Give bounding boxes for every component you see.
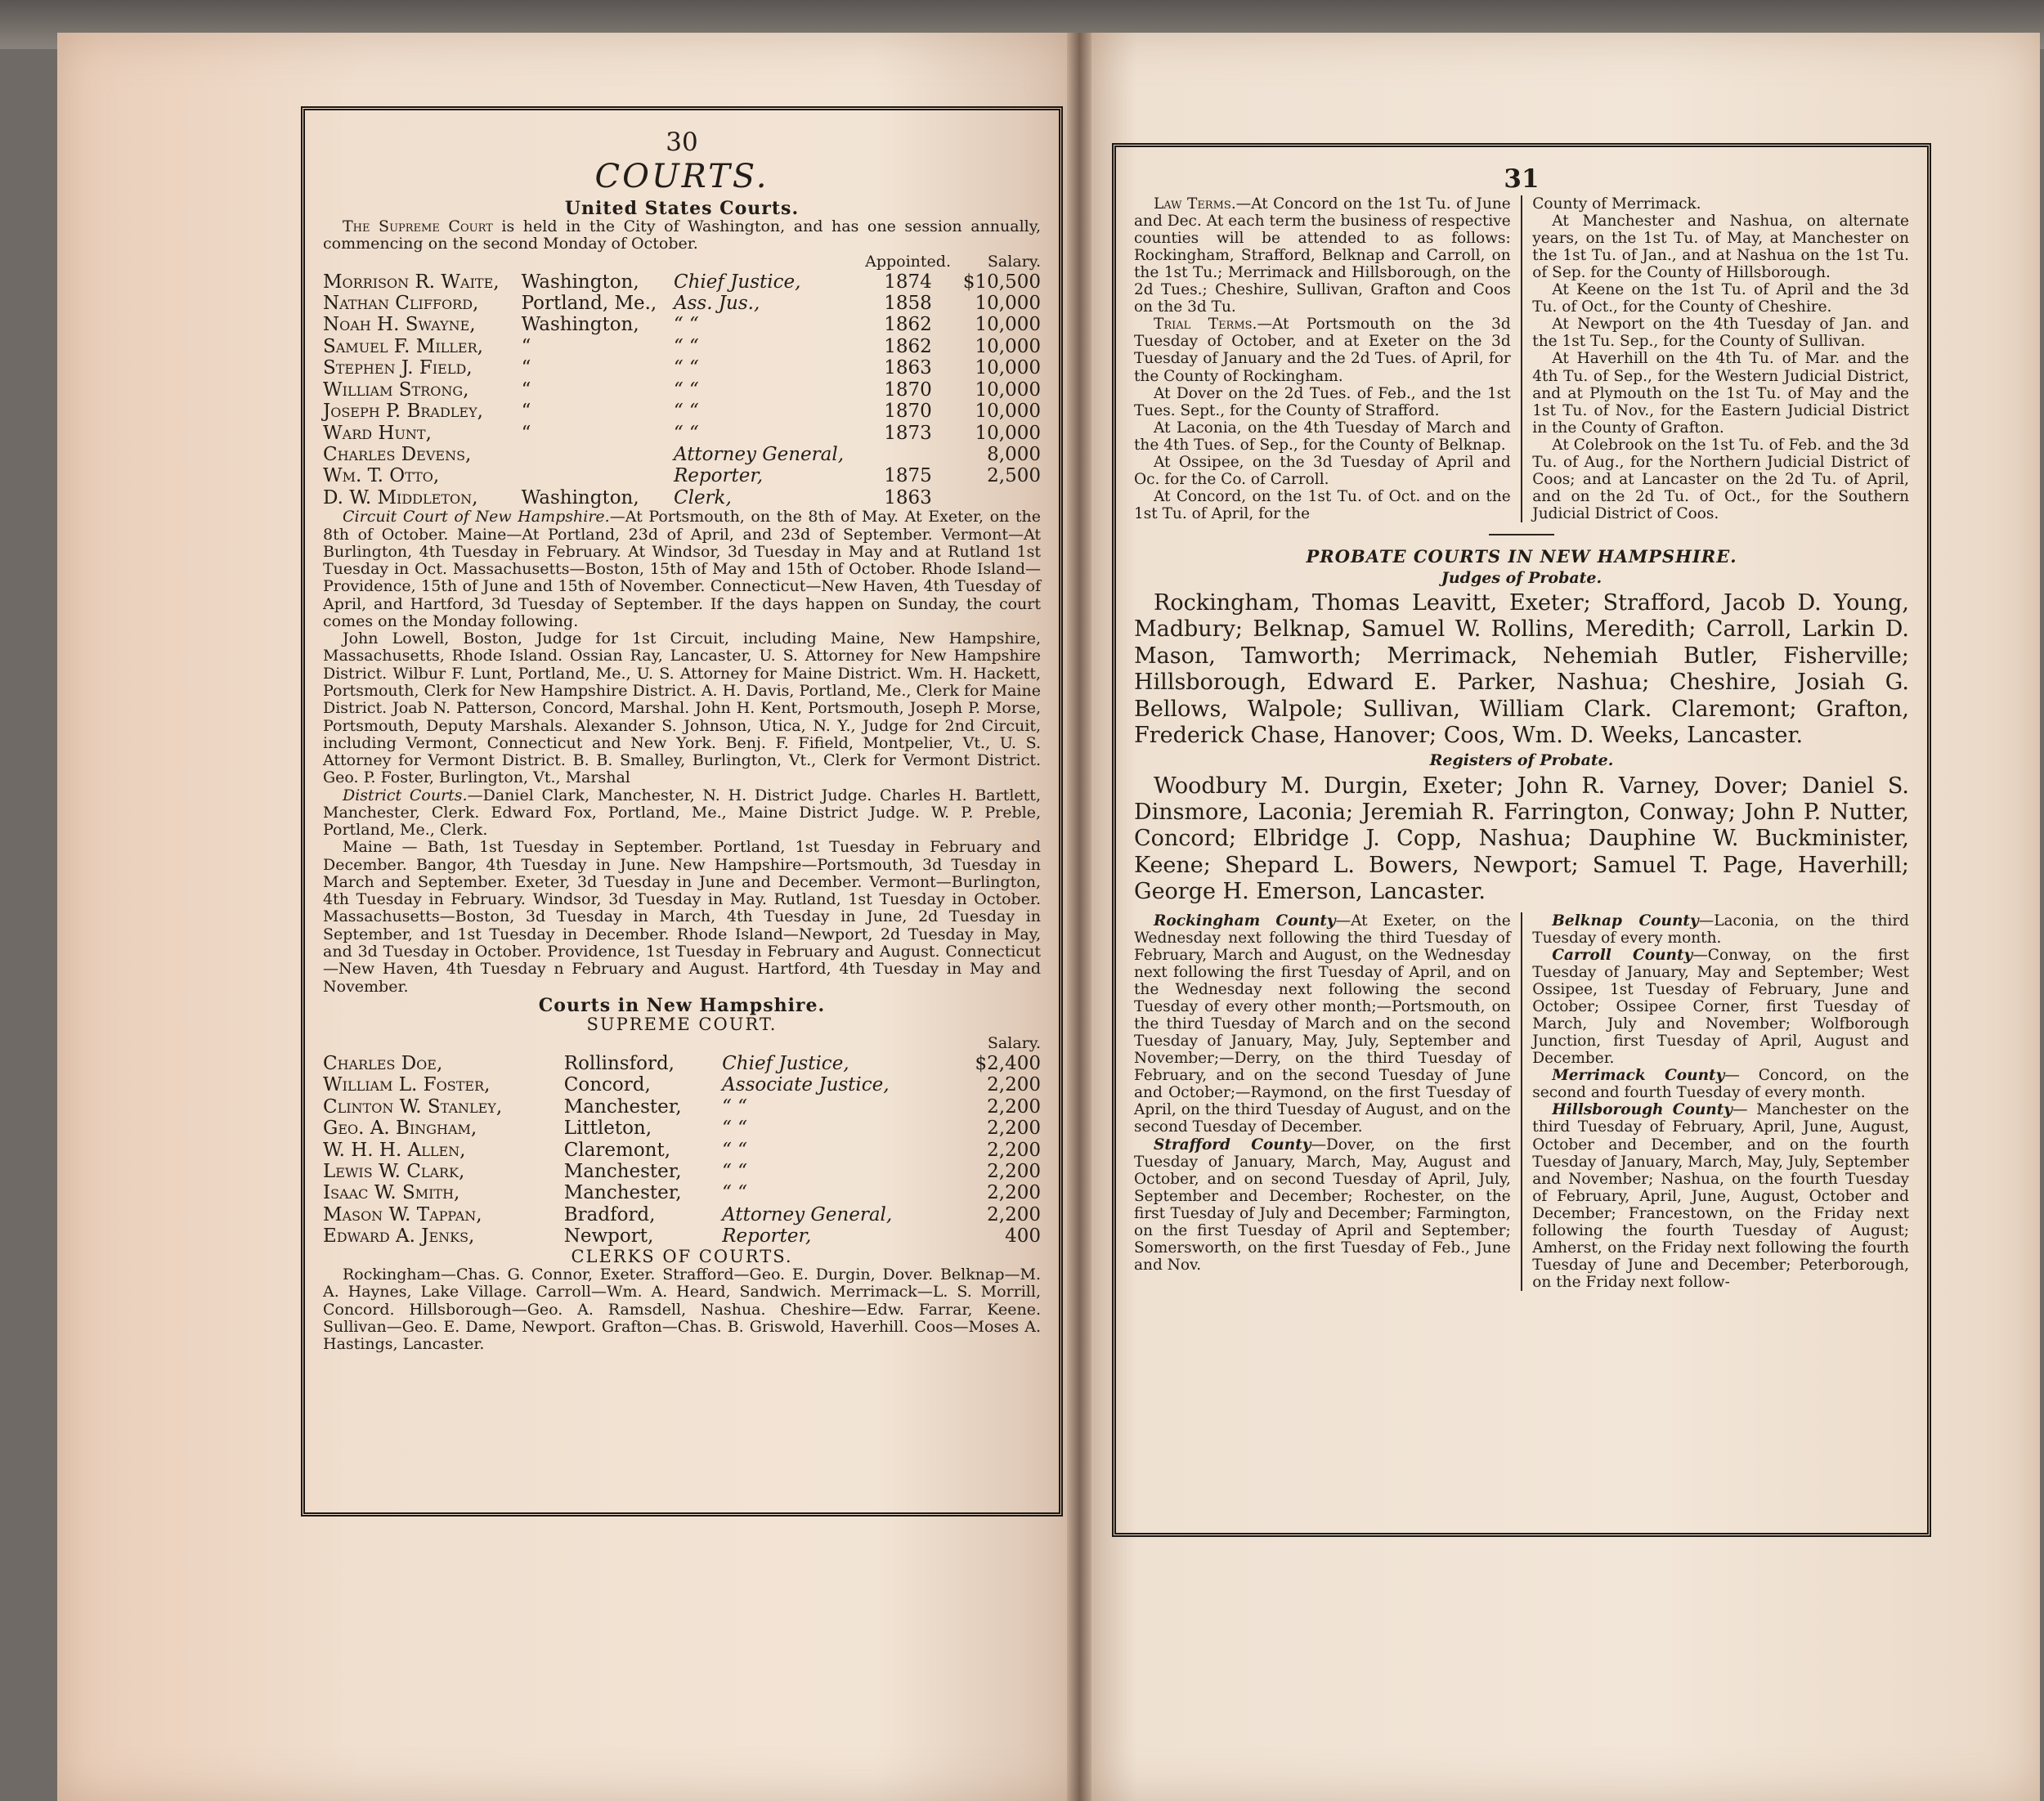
- table-header-row: [323, 1035, 1041, 1053]
- justice-place: [522, 465, 674, 486]
- justice-title: “ “: [673, 401, 699, 423]
- trial-terms-paragraph: [1134, 316, 1511, 384]
- justice-name: Morrison R. Waite,: [323, 271, 500, 293]
- term-entry-continued: County of Merrimack.: [1532, 195, 1701, 213]
- supreme-court-intro-text: is held in the City of Washington, and has one session annually, commencing on the second Monday of October.: [323, 217, 1041, 253]
- justice-title: “ “: [722, 1160, 747, 1182]
- judges-paragraph: Rockingham, Thomas Leavitt, Exeter; Strafford, Jacob D. Young, Madbury; Belknap, Samuel W. Rollins, Meredith; Carroll, Larkin D. Mason, Tamworth; Merrimack, Nehemiah Butler, Fisherville; Hillsborough, Edward E. Parker, Nashua; Cheshire, Josiah G. Bellows, Walpole; Sullivan, William Clark. Claremont; Grafton, Frederick Chase, Hanover; Coos, Wm. D. Weeks, Lancaster.: [1134, 589, 1909, 748]
- term-entry: At Laconia, on the 4th Tuesday of March and the 4th Tues. of Sep., for the County of Belknap.: [1134, 419, 1511, 454]
- justice-title: “ “: [673, 357, 699, 379]
- table-row: [323, 293, 1041, 314]
- justice-salary: 2,200: [987, 1118, 1041, 1140]
- justice-name: William L. Foster,: [323, 1074, 491, 1096]
- justice-title: Ass. Jus.,: [673, 292, 760, 314]
- salary-header: Salary.: [987, 1033, 1041, 1052]
- justice-place: [522, 444, 674, 465]
- terms-right-column: [1532, 195, 1909, 522]
- justice-salary: 2,200: [987, 1139, 1041, 1161]
- page-number: 31: [1504, 164, 1540, 194]
- justice-title: Reporter,: [722, 1225, 812, 1248]
- term-entry: At Dover on the 2d Tues. of Feb., and the 1st Tues. Sept., for the County of Strafford.: [1134, 384, 1511, 419]
- clerks-heading: CLERKS OF COURTS.: [571, 1246, 793, 1266]
- justice-salary: 10,000: [975, 292, 1041, 314]
- justice-title: “ “: [673, 422, 699, 444]
- justice-name: Stephen J. Field,: [323, 357, 473, 379]
- justice-title: “ “: [673, 379, 699, 401]
- page-title: COURTS.: [594, 157, 769, 195]
- justice-appointed: 1873: [884, 422, 932, 444]
- justice-title: Chief Justice,: [673, 271, 801, 293]
- circuit-court-text: —At Portsmouth, on the 8th of May. At Exeter, on the 8th of October. Maine—At Portland, 23d of April, and 23d of September. Vermont—At Burlington, 4th Tuesday in February. At Windsor, 3d Tuesday in May and at Rutland 1st Tuesday in Oct. Massachusetts—Boston, 15th of May and 15th of October. Rhode Island—Providence, 15th of June and 15th of November. Connecticut—New Haven, 4th Tuesday of April, and Hartford, 3d Tuesday of September. If the days happen on Sunday, the court comes on the Monday following.: [323, 508, 1041, 630]
- justice-place: Manchester,: [563, 1095, 682, 1118]
- county-label: Hillsborough County: [1552, 1101, 1733, 1119]
- justice-salary: 10,000: [975, 422, 1041, 444]
- table-row: [323, 444, 1041, 465]
- appointed-header: Appointed.: [865, 252, 951, 271]
- justice-place: Washington,: [521, 486, 639, 508]
- county-text: —Dover, on the first Tuesday of January, March, May, August and October, and on second Tuesday of April, July, September and December; Rochester, on the first Tuesday of July and December; Farmington, on the first Tuesday of April and September; Somersworth, on the first Tuesday of Feb., June and Nov.: [1134, 1136, 1511, 1275]
- terms-left-column: [1134, 195, 1511, 522]
- table-row: [323, 1182, 1041, 1203]
- law-terms-label: Law Terms.: [1154, 195, 1236, 213]
- county-label: Strafford County: [1154, 1136, 1311, 1154]
- justice-appointed: 1870: [884, 379, 932, 401]
- table-row: [323, 1118, 1041, 1139]
- justice-place: Bradford,: [563, 1203, 656, 1225]
- county-entry: [1532, 1101, 1909, 1291]
- justice-name: William Strong,: [323, 379, 469, 401]
- justice-name: Wm. T. Otto,: [323, 465, 440, 487]
- term-entry: At Concord, on the 1st Tu. of Oct. and on the 1st Tu. of April, for the: [1134, 488, 1511, 523]
- justice-salary: 10,000: [975, 379, 1041, 401]
- county-text: —At Exeter, on the Wednesday next following the third Tuesday of February, March and August, on the Wednesday next following the first Tuesday of April, and on the Wednesday next following the second Tuesday of every other month;—Portsmouth, on the third Tuesday of March and on the second Tuesday of January, May, July, September and November;—Derry, on the third Tuesday of February, and on the second Tuesday of June and October;—Raymond, on the first Tuesday of April, on the third Tuesday of August, and on the second Tuesday of December.: [1134, 912, 1511, 1136]
- justice-salary: $10,500: [962, 271, 1041, 293]
- section-divider: [1489, 534, 1554, 535]
- table-row: [323, 271, 1041, 293]
- justice-place: “: [521, 357, 531, 379]
- table-row: [323, 1161, 1041, 1182]
- justice-title: “ “: [722, 1118, 747, 1140]
- table-row: [323, 1074, 1041, 1095]
- table-row: [323, 379, 1041, 401]
- justice-name: Geo. A. Bingham,: [323, 1118, 477, 1140]
- justice-name: Noah H. Swayne,: [323, 314, 476, 336]
- justice-name: Edward A. Jenks,: [323, 1225, 475, 1248]
- justice-place: Washington,: [521, 271, 639, 293]
- justice-place: Portland, Me.,: [521, 292, 657, 314]
- county-label: Rockingham County: [1154, 912, 1336, 930]
- district-courts-paragraph: [323, 787, 1041, 840]
- table-row: [323, 1225, 1041, 1247]
- county-label: Merrimack County: [1552, 1067, 1725, 1085]
- justice-place: “: [521, 335, 531, 357]
- law-terms-text: —At Concord on the 1st Tu. of June and Dec. At each term the business of respective counties will be attended to as follows: Rockingham, Strafford, Belknap and Carroll, on the 1st Tu.; Merrimack and Hillsborough, on the 2d Tues.; Cheshire, Sullivan, Grafton and Coos on the 3d Tu.: [1134, 195, 1511, 316]
- justice-salary: $2,400: [975, 1052, 1041, 1074]
- justice-name: Samuel F. Miller,: [323, 335, 483, 357]
- justice-place: Manchester,: [563, 1160, 682, 1182]
- county-text: —Conway, on the first Tuesday of January, May and September; West Ossipee, 1st Tuesday of February, June and October; Ossipee Corner, first Tuesday of March, July and November; Wolfborough Junction, first Tuesday of April, August and December.: [1532, 946, 1909, 1068]
- justice-title: “ “: [673, 314, 699, 336]
- terms-columns: [1134, 195, 1909, 522]
- probate-courts-heading: PROBATE COURTS IN NEW HAMPSHIRE.: [1306, 546, 1737, 567]
- county-label: Belknap County: [1552, 912, 1699, 930]
- justice-salary: 10,000: [975, 314, 1041, 336]
- justice-title: Attorney General,: [673, 444, 845, 466]
- justice-place: “: [521, 401, 531, 423]
- circuit-court-label: Circuit Court of New Hampshire.: [343, 508, 610, 526]
- registers-paragraph: Woodbury M. Durgin, Exeter; John R. Varney, Dover; Daniel S. Dinsmore, Laconia; Jeremiah R. Farrington, Conway; John P. Nutter, Concord; Elbridge J. Copp, Nashua; Dauphine W. Buckminister, Keene; Shepard L. Bowers, Newport; Samuel T. Page, Haverhill; George H. Emerson, Lancaster.: [1134, 773, 1909, 905]
- term-entry: At Newport on the 4th Tuesday of Jan. and the 1st Tu. Sep., for the County of Sullivan.: [1532, 316, 1909, 351]
- district-terms-paragraph: Maine — Bath, 1st Tuesday in September. Portland, 1st Tuesday in February and December. Bangor, 4th Tuesday in June. New Hampshire—Portsmouth, 3d Tuesday in March and September. Exeter, 3d Tuesday in June and December. Vermont—Burlington, 4th Tuesday in February. Windsor, 3d Tuesday in May. Rutland, 1st Tuesday in October. Massachusetts—Boston, 3d Tuesday in March, 4th Tuesday in June, 2d Tuesday in September, and 1st Tuesday in December. Rhode Island—Newport, 2d Tuesday in May, and 3d Tuesday in October. Providence, 1st Tuesday in February and August. Connecticut—New Haven, 4th Tuesday n February and August. Hartford, 4th Tuesday in May and November.: [323, 838, 1041, 996]
- us-justices-table: [323, 253, 1041, 509]
- justice-title: Associate Justice,: [722, 1074, 890, 1096]
- justice-appointed: 1863: [884, 357, 932, 379]
- justice-name: D. W. Middleton,: [323, 486, 478, 508]
- justice-name: Ward Hunt,: [323, 422, 432, 444]
- county-text: — Concord, on the second and fourth Tuesday of every month.: [1532, 1067, 1909, 1102]
- supreme-court-intro: [323, 218, 1041, 253]
- judges-heading: Judges of Probate.: [1441, 568, 1602, 587]
- table-row: [323, 336, 1041, 357]
- column-divider: [1521, 195, 1522, 522]
- justice-salary: 2,200: [987, 1095, 1041, 1118]
- table-row: [323, 401, 1041, 422]
- term-entry: At Manchester and Nashua, on alternate years, on the 1st Tu. of May, at Manchester on the 1st Tu. of Jan., and at Nashua on the 1st Tu. of Sep. for the County of Hillsborough.: [1532, 212, 1909, 282]
- supreme-court-label: The Supreme Court: [343, 217, 493, 236]
- column-divider: [1521, 912, 1522, 1292]
- justice-place: Rollinsford,: [563, 1052, 675, 1074]
- justice-title: “ “: [722, 1139, 747, 1161]
- justice-name: Mason W. Tappan,: [323, 1203, 482, 1225]
- justice-appointed: 1875: [884, 465, 932, 487]
- justice-title: Chief Justice,: [722, 1052, 849, 1074]
- justice-title: “ “: [722, 1095, 747, 1118]
- county-text: —Laconia, on the third Tuesday of every month.: [1532, 912, 1910, 947]
- justice-salary: 2,200: [987, 1203, 1041, 1225]
- justice-salary: 10,000: [975, 401, 1041, 423]
- nh-justices-rows: [323, 1053, 1041, 1248]
- justice-appointed: [865, 444, 951, 465]
- term-entry: At Colebrook on the 1st Tu. of Feb. and the 3d Tu. of Aug., for the Northern Judicial District of Coos; and at Lancaster on the 2d Tu. of April, and on the 2d Tu. of Oct., for the Southern Judicial District of Coos.: [1532, 436, 1909, 523]
- county-label: Carroll County: [1552, 946, 1693, 964]
- table-row: [323, 357, 1041, 379]
- justice-salary: 2,200: [987, 1182, 1041, 1204]
- county-text: — Manchester on the third Tuesday of February, April, June, August, October and December, and on the fourth Tuesday of January, March, May, July, September and November; Nashua, on the fourth Tuesday of February, April, June, August, October and December; Francestown, on the Friday next following the fourth Tuesday of August; Amherst, on the Friday next following the fourth Tuesday of June and December; Peterborough, on the Friday next follow-: [1532, 1101, 1909, 1292]
- us-justices-rows: [323, 271, 1041, 509]
- nh-courts-heading: Courts in New Hampshire.: [538, 994, 826, 1016]
- justice-title: “ “: [673, 335, 699, 357]
- justice-salary: [951, 487, 1041, 508]
- justice-salary: 2,500: [987, 465, 1041, 487]
- justice-name: Joseph P. Bradley,: [323, 401, 483, 423]
- justice-place: Concord,: [563, 1074, 651, 1096]
- justice-title: “ “: [722, 1182, 747, 1204]
- circuit-court-paragraph: [323, 508, 1041, 630]
- justice-name: Charles Doe,: [323, 1052, 443, 1074]
- justice-name: Charles Devens,: [323, 444, 472, 466]
- table-row: [323, 314, 1041, 335]
- page-number: 30: [666, 128, 698, 157]
- table-row: [323, 423, 1041, 444]
- law-terms-paragraph: [1134, 195, 1511, 316]
- county-entry: [1532, 947, 1909, 1068]
- justice-place: “: [521, 379, 531, 401]
- justice-place: Manchester,: [563, 1182, 682, 1204]
- term-entry: At Haverhill on the 4th Tu. of Mar. and the 4th Tu. of Sep., for the Western Judicial District, and at Plymouth on the 1st Tu. of May and the 1st Tu. of Nov., for the Eastern Judicial District in the County of Grafton.: [1532, 350, 1909, 437]
- section-heading: United States Courts.: [564, 197, 800, 219]
- county-left-column: [1134, 912, 1511, 1292]
- table-header-row: [323, 253, 1041, 271]
- justice-appointed: 1870: [884, 401, 932, 423]
- district-courts-text: —Daniel Clark, Manchester, N. H. District Judge. Charles H. Bartlett, Manchester, Clerk. Edward Fox, Portland, Me., Maine District Judge. W. P. Preble, Portland, Me., Clerk.: [323, 786, 1041, 840]
- justice-title: Attorney General,: [722, 1203, 893, 1225]
- term-entry: At Ossipee, on the 3d Tuesday of April and Oc. for the Co. of Carroll.: [1134, 453, 1511, 488]
- justice-salary: 10,000: [975, 357, 1041, 379]
- nh-supreme-court-heading: SUPREME COURT.: [586, 1015, 778, 1035]
- table-row: [323, 1053, 1041, 1074]
- justice-place: Newport,: [563, 1225, 654, 1248]
- justice-name: Clinton W. Stanley,: [323, 1095, 503, 1118]
- justice-salary: 8,000: [987, 444, 1041, 466]
- table-row: [323, 487, 1041, 508]
- county-entry: [1134, 912, 1511, 1136]
- justice-title: Clerk,: [673, 486, 732, 508]
- county-entry: [1134, 1136, 1511, 1275]
- table-row: [323, 1096, 1041, 1118]
- circuit-officers-paragraph: John Lowell, Boston, Judge for 1st Circuit, including Maine, New Hampshire, Massachusetts, Rhode Island. Ossian Ray, Lancaster, U. S. Attorney for New Hampshire District. Wilbur F. Lunt, Portland, Me., U. S. Attorney for Maine District. Wm. H. Hackett, Portsmouth, Clerk for New Hampshire District. A. H. Davis, Portland, Me., Clerk for Maine District. Joab N. Patterson, Concord, Marshal. John H. Kent, Portsmouth, Joseph P. Morse, Portsmouth, Deputy Marshals. Alexander S. Johnson, Utica, N. Y., Judge for 2nd Circuit, including Vermont, Connecticut and New York. Benj. F. Fifield, Montpelier, Vt., U. S. Attorney for Vermont District. B. B. Smalley, Burlington, Vt., Clerk for Vermont District. Geo. P. Foster, Burlington, Vt., Marshal: [323, 629, 1041, 787]
- table-row: [323, 465, 1041, 486]
- left-page-frame: [301, 106, 1063, 1517]
- county-entry: [1532, 1067, 1909, 1101]
- county-entry: [1532, 912, 1909, 947]
- justice-name: W. H. H. Allen,: [323, 1139, 466, 1161]
- trial-terms-label: Trial Terms.: [1154, 316, 1257, 334]
- clerks-paragraph: Rockingham—Chas. G. Connor, Exeter. Strafford—Geo. E. Durgin, Dover. Belknap—M. A. Haynes, Lake Village. Carroll—Wm. A. Heard, Sandwich. Merrimack—L. S. Morrill, Concord. Hillsborough—Geo. A. Ramsdell, Nashua. Cheshire—Edw. Farrar, Keene. Sullivan—Geo. E. Dame, Newport. Grafton—Chas. B. Griswold, Haverhill. Coos—Moses A. Hastings, Lancaster.: [323, 1266, 1041, 1354]
- justice-appointed: 1874: [884, 271, 932, 293]
- justice-salary: 2,200: [987, 1160, 1041, 1182]
- justice-name: Lewis W. Clark,: [323, 1160, 465, 1182]
- table-row: [323, 1140, 1041, 1161]
- justice-title: Reporter,: [673, 465, 764, 487]
- term-entry: At Keene on the 1st Tu. of April and the 3d Tu. of Oct., for the County of Cheshire.: [1532, 281, 1909, 316]
- justice-name: Isaac W. Smith,: [323, 1182, 460, 1204]
- county-right-column: [1532, 912, 1909, 1292]
- justice-salary: 2,200: [987, 1074, 1041, 1096]
- justice-place: Washington,: [521, 314, 639, 336]
- county-columns: [1134, 912, 1909, 1292]
- salary-header: Salary.: [987, 252, 1041, 271]
- justice-salary: 10,000: [975, 335, 1041, 357]
- justice-salary: 400: [1005, 1225, 1041, 1248]
- justice-appointed: 1858: [884, 292, 932, 314]
- justice-name: Nathan Clifford,: [323, 292, 479, 314]
- justice-appointed: 1863: [884, 486, 932, 508]
- justice-place: Claremont,: [563, 1139, 671, 1161]
- justice-appointed: 1862: [884, 335, 932, 357]
- district-courts-label: District Courts.: [343, 786, 468, 804]
- table-row: [323, 1204, 1041, 1225]
- justice-place: Littleton,: [563, 1118, 652, 1140]
- right-page-frame: [1112, 143, 1931, 1537]
- trial-terms-text: —At Portsmouth on the 3d Tuesday of October, and at Exeter on the 3d Tuesday of January and the 2d Tues. of April, for the County of Rockingham.: [1134, 316, 1511, 385]
- registers-heading: Registers of Probate.: [1429, 751, 1614, 770]
- justice-place: “: [521, 422, 531, 444]
- justice-appointed: 1862: [884, 314, 932, 336]
- nh-justices-table: [323, 1035, 1041, 1248]
- book-gutter: [1067, 33, 1091, 1801]
